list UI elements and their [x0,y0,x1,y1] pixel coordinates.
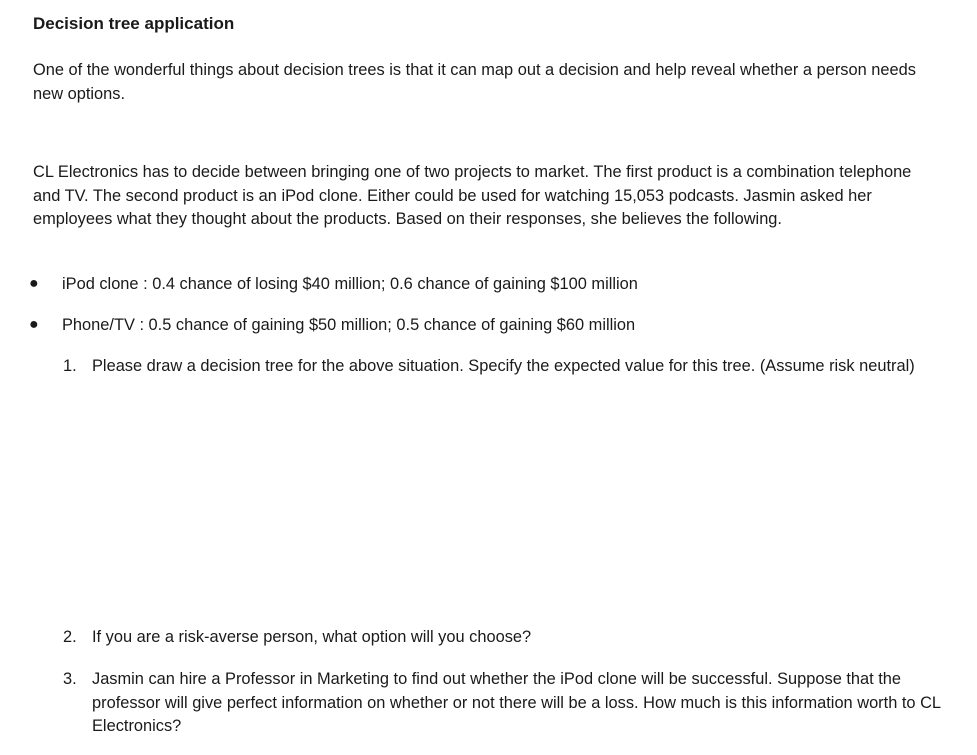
question-3 [63,668,943,739]
intro-paragraph: One of the wonderful things about decision trees is that it can map out a decision and help reveal whether a person needs new options. [33,61,916,103]
question-text: Please draw a decision tree for the above situation. Specify the expected value for this tree. (Assume risk neutral) [92,357,915,375]
question-number: 3. [63,670,77,688]
bullet-icon: ● [29,316,39,333]
list-item-text: iPod clone : 0.4 chance of losing $40 million; 0.6 chance of gaining $100 million [62,275,638,293]
question-2 [63,626,943,650]
question-number: 1. [63,357,77,375]
bullet-icon: ● [29,275,39,292]
question-number: 2. [63,628,77,646]
document-title: Decision tree application [33,14,235,33]
list-item-text: Phone/TV : 0.5 chance of gaining $50 million; 0.5 chance of gaining $60 million [62,316,636,334]
question-1 [63,355,943,379]
question-text: Jasmin can hire a Professor in Marketing to find out whether the iPod clone will be successful. Suppose that the professor will give perfect information on whether or not there will be a loss. How much is this information worth to CL Electronics? [92,670,941,735]
case-paragraph: CL Electronics has to decide between bringing one of two projects to market. The first product is a combination telephone and TV. The second product is an iPod clone. Either could be used for watching 15,053 podcasts. Jasmin asked her employees what they thought about the products. Based on their responses, she believes the following. [33,163,912,228]
question-text: If you are a risk-averse person, what option will you choose? [92,628,532,646]
